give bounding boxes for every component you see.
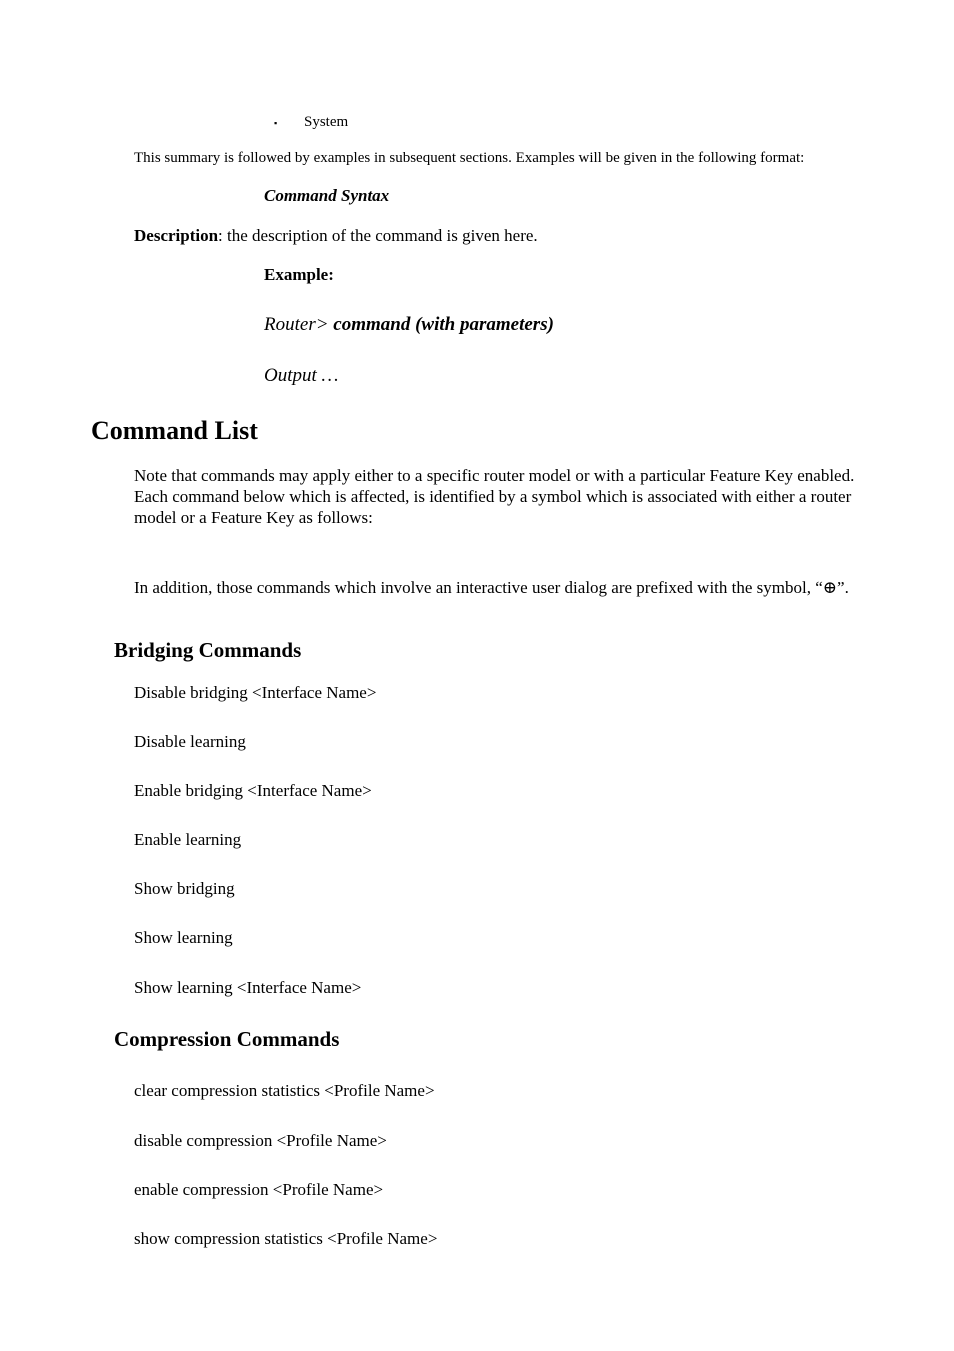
example-label: Example: xyxy=(264,265,334,284)
list-item: clear compression statistics <Profile Name> xyxy=(134,1081,435,1100)
list-item: disable compression <Profile Name> xyxy=(134,1131,387,1150)
command-list-heading: Command List xyxy=(91,416,258,445)
description-line xyxy=(134,226,538,246)
router-command-line xyxy=(264,314,554,336)
bridging-heading: Bridging Commands xyxy=(114,638,302,662)
compression-heading: Compression Commands xyxy=(114,1027,340,1051)
addition-paragraph: In addition, those commands which involve an interactive user dialog are prefixed with the symbol, “⊕”. xyxy=(134,578,849,597)
list-item: Show learning xyxy=(134,928,233,947)
router-prompt: Router> xyxy=(264,314,334,335)
list-item: Disable bridging <Interface Name> xyxy=(134,683,377,702)
list-item: Enable bridging <Interface Name> xyxy=(134,781,372,800)
note-paragraph: Note that commands may apply either to a specific router model or with a particular Feature Key enabled. Each command below which is affected, is identified by a symbol which is associated with either a router model or a Feature Key as follows: xyxy=(134,466,855,527)
output-line: Output … xyxy=(264,365,339,386)
bullet-icon: ▪ xyxy=(274,118,278,128)
list-item: Disable learning xyxy=(134,732,246,751)
router-command: command (with parameters) xyxy=(333,314,554,335)
description-label: Description xyxy=(134,226,219,245)
description-text: : the description of the command is given here. xyxy=(218,226,538,245)
list-item: Show bridging xyxy=(134,879,235,898)
list-item: show compression statistics <Profile Name> xyxy=(134,1229,438,1248)
bullet-item: System xyxy=(304,114,349,130)
list-item: Show learning <Interface Name> xyxy=(134,978,362,997)
summary-paragraph: This summary is followed by examples in subsequent sections. Examples will be given in the following format: xyxy=(134,150,805,166)
list-item: enable compression <Profile Name> xyxy=(134,1180,384,1199)
command-syntax-label: Command Syntax xyxy=(264,186,390,205)
list-item: Enable learning xyxy=(134,830,242,849)
